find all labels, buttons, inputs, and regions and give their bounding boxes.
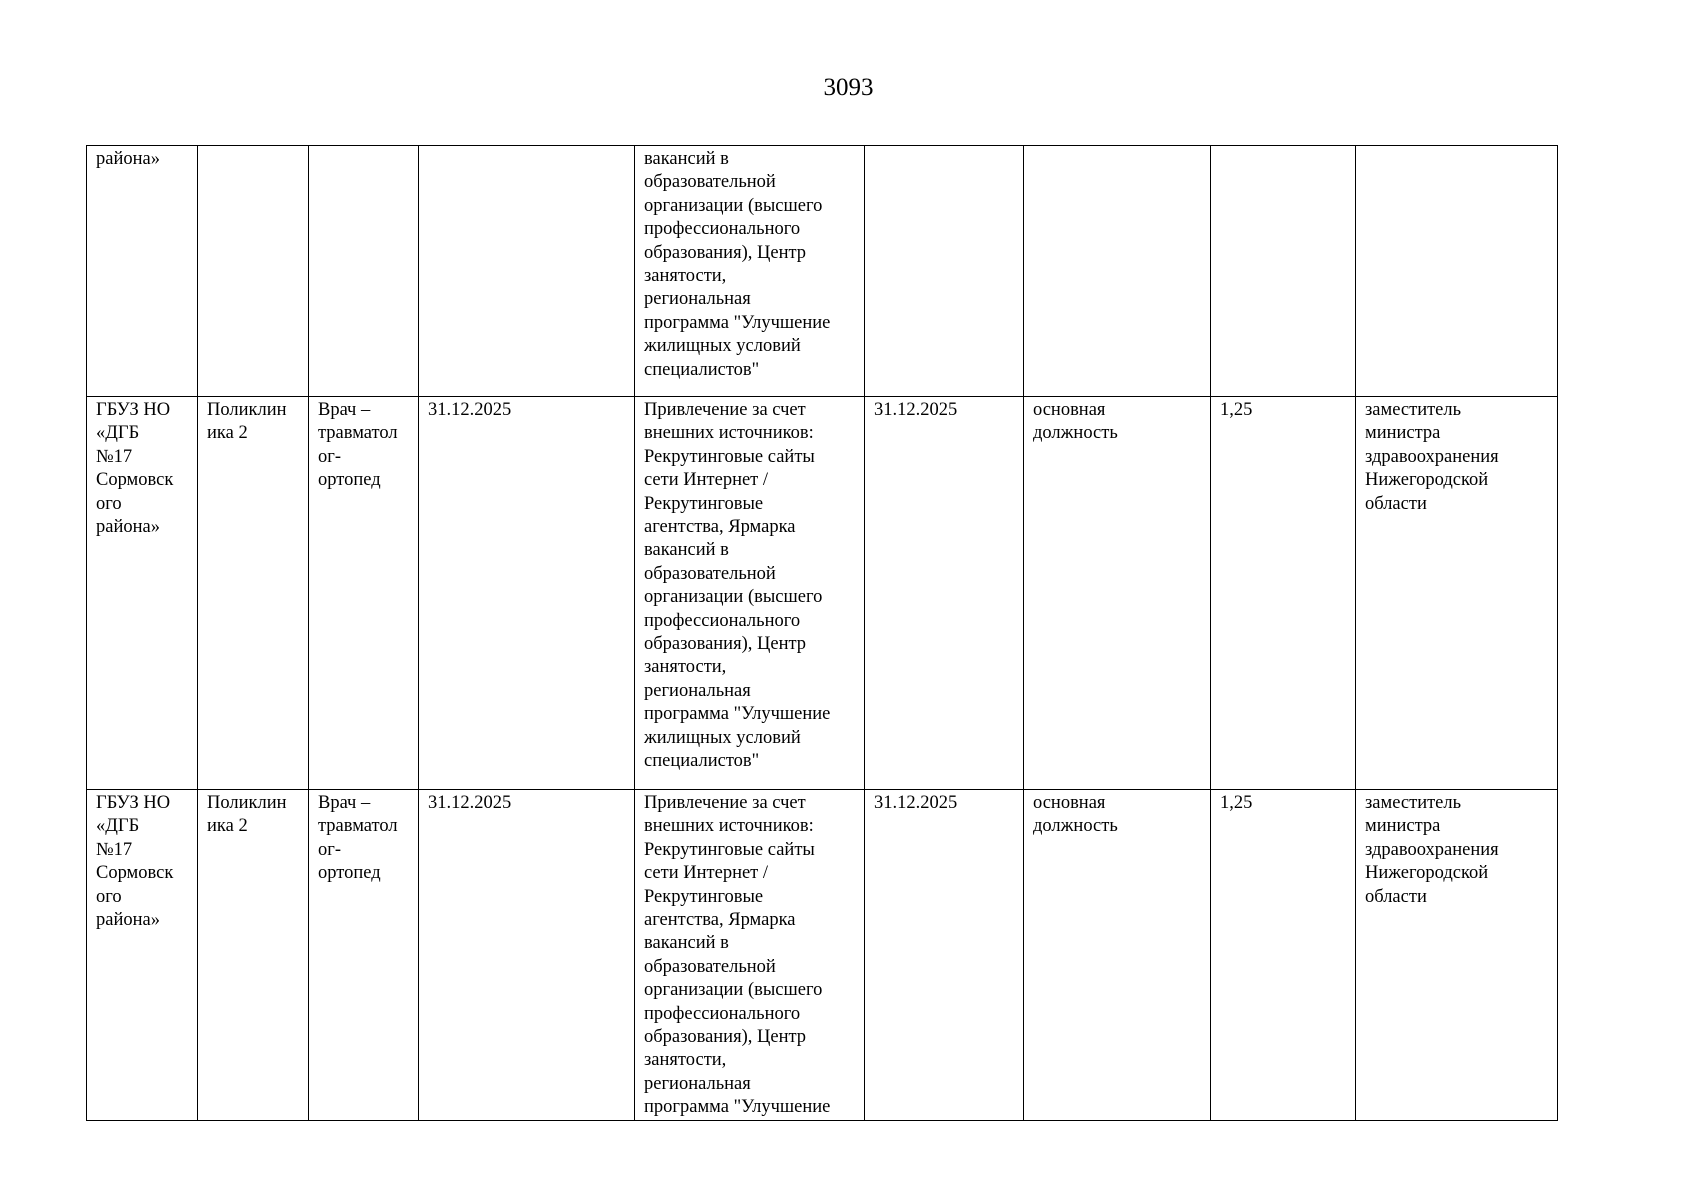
cell-text-line: занятости, — [644, 266, 727, 287]
cell-position-type — [1024, 397, 1211, 790]
cell-text-line: Врач – — [318, 400, 371, 420]
cell-text-line: занятости, — [644, 1050, 727, 1071]
cell-text-line: ГБУЗ НО — [96, 400, 171, 420]
table-body — [87, 146, 1558, 1121]
cell-text-line: 1,25 — [1220, 793, 1253, 813]
cell-text-line: заместитель — [1365, 793, 1462, 813]
cell-text-line: Рекрутинговые — [644, 493, 764, 514]
cell-text-line: профессионального — [644, 610, 801, 631]
cell-text-line: министра — [1365, 816, 1441, 837]
cell-completion-date — [865, 146, 1024, 397]
cell-text-line: должность — [1033, 816, 1118, 837]
cell-position — [309, 790, 419, 1121]
page-number: 3093 — [823, 74, 874, 101]
cell-text-line: вакансий в — [644, 149, 729, 169]
cell-text-line: области — [1365, 493, 1427, 514]
cell-text-line: образовательной — [644, 172, 776, 193]
table-row — [87, 790, 1558, 1121]
cell-text-line: ика 2 — [207, 816, 248, 837]
cell-deadline — [419, 397, 635, 790]
cell-text-line: вакансий в — [644, 540, 729, 561]
cell-text-line: Нижегородской — [1365, 863, 1489, 884]
cell-text-line: 31.12.2025 — [874, 793, 958, 813]
cell-text-line: организации (высшего — [644, 980, 823, 1001]
cell-text-line: региональная — [644, 289, 751, 310]
cell-text-line: агентства, Ярмарка — [644, 910, 796, 931]
cell-text-line: жилищных условий — [644, 727, 801, 748]
cell-recruitment-measures — [635, 397, 865, 790]
table-row — [87, 146, 1558, 397]
cell-text-line: программа "Улучшение — [644, 312, 831, 333]
cell-text-line: Поликлин — [207, 400, 287, 420]
cell-text-line: организации (высшего — [644, 195, 823, 216]
document-table — [86, 145, 1558, 1121]
cell-deadline — [419, 790, 635, 1121]
cell-text-line: агентства, Ярмарка — [644, 517, 796, 538]
cell-text-line: должность — [1033, 423, 1118, 444]
cell-text-line: сети Интернет / — [644, 470, 769, 491]
cell-organization — [87, 146, 198, 397]
cell-text-line: заместитель — [1365, 400, 1462, 420]
cell-text-line: Привлечение за счет — [644, 793, 806, 813]
cell-text-line: ортопед — [318, 863, 381, 884]
cell-text-line: внешних источников: — [644, 423, 814, 444]
cell-text-line: программа "Улучшение — [644, 704, 831, 725]
cell-text-line: образовательной — [644, 563, 776, 584]
cell-text-line: Рекрутинговые сайты — [644, 839, 815, 860]
cell-text-line: образовательной — [644, 956, 776, 977]
cell-text-line: Врач – — [318, 793, 371, 813]
cell-text-line: внешних источников: — [644, 816, 814, 837]
cell-department — [198, 397, 309, 790]
cell-text-line: района» — [96, 149, 160, 169]
cell-text-line: Рекрутинговые — [644, 886, 764, 907]
cell-rate — [1211, 397, 1356, 790]
cell-text-line: специалистов" — [644, 359, 760, 380]
cell-text-line: области — [1365, 886, 1427, 907]
cell-text-line: здравоохранения — [1365, 446, 1499, 467]
cell-text-line: жилищных условий — [644, 336, 801, 357]
cell-text-line: Нижегородской — [1365, 470, 1489, 491]
cell-completion-date — [865, 397, 1024, 790]
cell-text-line: 1,25 — [1220, 400, 1253, 420]
cell-text-line: сети Интернет / — [644, 863, 769, 884]
cell-position-type — [1024, 790, 1211, 1121]
cell-department — [198, 146, 309, 397]
cell-text-line: 31.12.2025 — [428, 793, 512, 813]
cell-text-line: основная — [1033, 400, 1106, 420]
cell-text-line: «ДГБ — [96, 816, 140, 837]
cell-text-line: образования), Центр — [644, 1027, 807, 1048]
cell-department — [198, 790, 309, 1121]
cell-organization — [87, 790, 198, 1121]
cell-position — [309, 397, 419, 790]
cell-text-line: специалистов" — [644, 751, 760, 772]
cell-organization — [87, 397, 198, 790]
cell-text-line: травматол — [318, 423, 398, 444]
cell-completion-date — [865, 790, 1024, 1121]
cell-recruitment-measures — [635, 790, 865, 1121]
cell-text-line: региональная — [644, 680, 751, 701]
cell-text-line: района» — [96, 910, 160, 931]
cell-text-line: образования), Центр — [644, 242, 807, 263]
cell-responsible — [1356, 146, 1558, 397]
cell-text-line: 31.12.2025 — [874, 400, 958, 420]
cell-rate — [1211, 790, 1356, 1121]
cell-text-line: профессионального — [644, 219, 801, 240]
cell-text-line: образования), Центр — [644, 634, 807, 655]
cell-text-line: Рекрутинговые сайты — [644, 446, 815, 467]
cell-rate — [1211, 146, 1356, 397]
cell-text-line: Привлечение за счет — [644, 400, 806, 420]
cell-text-line: Сормовск — [96, 470, 174, 491]
cell-text-line: «ДГБ — [96, 423, 140, 444]
cell-text-line: ого — [96, 886, 122, 907]
cell-text-line: Сормовск — [96, 863, 174, 884]
cell-text-line: министра — [1365, 423, 1441, 444]
cell-text-line: региональная — [644, 1073, 751, 1094]
cell-recruitment-measures — [635, 146, 865, 397]
cell-text-line: профессионального — [644, 1003, 801, 1024]
cell-text-line: №17 — [96, 839, 133, 860]
cell-text-line: ого — [96, 493, 122, 514]
cell-text-line: ог- — [318, 839, 341, 860]
cell-deadline — [419, 146, 635, 397]
cell-text-line: организации (высшего — [644, 587, 823, 608]
cell-text-line: ортопед — [318, 470, 381, 491]
cell-text-line: ог- — [318, 446, 341, 467]
cell-text-line: района» — [96, 517, 160, 538]
cell-text-line: №17 — [96, 446, 133, 467]
cell-text-line: программа "Улучшение — [644, 1097, 831, 1118]
cell-text-line: основная — [1033, 793, 1106, 813]
cell-text-line: здравоохранения — [1365, 839, 1499, 860]
cell-responsible — [1356, 397, 1558, 790]
cell-text-line: занятости, — [644, 657, 727, 678]
cell-text-line: вакансий в — [644, 933, 729, 954]
cell-text-line: травматол — [318, 816, 398, 837]
cell-text-line: 31.12.2025 — [428, 400, 512, 420]
cell-position — [309, 146, 419, 397]
cell-position-type — [1024, 146, 1211, 397]
cell-responsible — [1356, 790, 1558, 1121]
table-row — [87, 397, 1558, 790]
cell-text-line: ГБУЗ НО — [96, 793, 171, 813]
cell-text-line: Поликлин — [207, 793, 287, 813]
cell-text-line: ика 2 — [207, 423, 248, 444]
